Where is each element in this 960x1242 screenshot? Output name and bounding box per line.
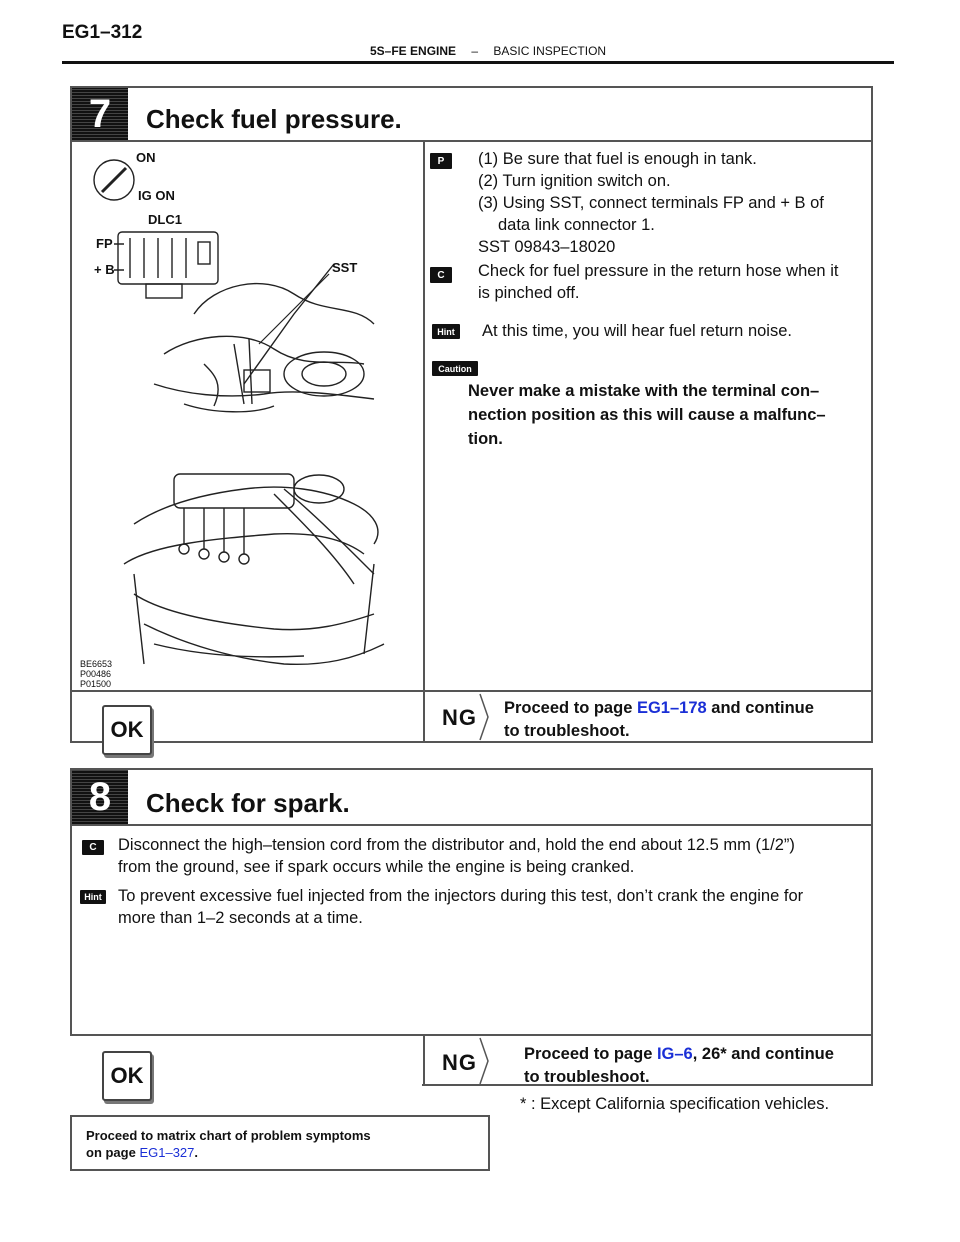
step7-prep-line-4: data link connector 1. <box>498 216 655 234</box>
step7-title: Check fuel pressure. <box>146 104 402 134</box>
final-line-1: Proceed to matrix chart of problem symptoms <box>86 1128 371 1143</box>
label-sst: SST <box>332 260 358 275</box>
final-link[interactable]: EG1–327 <box>139 1145 195 1160</box>
step8-number: 8 <box>72 770 128 824</box>
step8-ng-text <box>524 1043 834 1065</box>
step8-ng-text-3: to troubleshoot. <box>524 1068 650 1086</box>
section-header <box>370 44 606 58</box>
step7-ok-button[interactable]: OK <box>102 705 152 755</box>
step7-ng-chevron-icon <box>478 692 492 742</box>
step8-ng-label: NG <box>442 1050 477 1075</box>
step7-check-line-1: Check for fuel pressure in the return hose when it <box>478 262 839 280</box>
step7-caution-line-2: nection position as this will cause a malfunc– <box>468 406 826 424</box>
tag-c-icon: C <box>430 267 452 283</box>
step8-ok-button[interactable]: OK <box>102 1051 152 1101</box>
step7-check-line-2: is pinched off. <box>478 284 580 302</box>
step7-prep-line-1: (1) Be sure that fuel is enough in tank. <box>478 150 757 168</box>
section-label: BASIC INSPECTION <box>493 44 607 58</box>
step7-prep-line-2: (2) Turn ignition switch on. <box>478 172 671 190</box>
step7-title-divider <box>70 140 873 142</box>
step7-ng-divider <box>70 690 873 692</box>
final-line-2 <box>86 1144 198 1161</box>
step8-title: Check for spark. <box>146 788 350 818</box>
header-separator: – <box>471 44 479 58</box>
step8-check-line-2: from the ground, see if spark occurs while the engine is being cranked. <box>118 858 635 876</box>
label-fp: FP <box>96 236 113 251</box>
step7-ng-text-3: to troubleshoot. <box>504 722 630 740</box>
tag-hint-icon: Hint <box>432 324 460 339</box>
step8-ng-text-2: , 26* and continue <box>692 1045 834 1063</box>
tag-caution-icon: Caution <box>432 361 478 376</box>
engine-illustration <box>74 144 420 688</box>
step7-caution-line-1: Never make a mistake with the terminal con– <box>468 382 820 400</box>
step7-prep-line-3: (3) Using SST, connect terminals FP and + B of <box>478 194 824 212</box>
label-plus-b: + B <box>94 262 115 277</box>
tag-hint-icon-2: Hint <box>80 890 106 904</box>
step8-ng-text-1: Proceed to page <box>524 1045 657 1063</box>
step8-ng-left-border <box>423 1036 425 1086</box>
step7-ng-text <box>504 697 814 719</box>
step7-number: 7 <box>72 88 128 140</box>
step7-hint: At this time, you will hear fuel return noise. <box>482 322 792 340</box>
step8-ng-chevron-icon <box>478 1036 492 1086</box>
final-line-2a: on page <box>86 1145 140 1160</box>
step7-ng-link[interactable]: EG1–178 <box>636 699 707 717</box>
step8-title-divider <box>70 824 873 826</box>
figure-code-1: BE6653 <box>80 659 113 669</box>
step7-sst: SST 09843–18020 <box>478 238 616 256</box>
step8-ng-link[interactable]: IG–6 <box>656 1045 693 1063</box>
label-ig-on: IG ON <box>138 188 175 203</box>
step8-check-line-1: Disconnect the high–tension cord from the distributor and, hold the end about 12.5 mm (1/2”) <box>118 836 795 854</box>
tag-c-icon-2: C <box>82 840 104 855</box>
figure-code-2: P00486 <box>80 669 112 679</box>
step7-ng-label: NG <box>442 705 477 730</box>
page-number: EG1–312 <box>62 22 143 43</box>
dlc1-connector-icon <box>118 232 218 284</box>
step7-ng-text-2: and continue <box>706 699 814 717</box>
step8-hint-line-2: more than 1–2 seconds at a time. <box>118 909 363 927</box>
figure-code-3: P01500 <box>80 679 112 688</box>
step8-footnote: * : Except California specification vehicles. <box>520 1095 830 1113</box>
step7-figure-divider <box>423 142 425 743</box>
final-line-2b: . <box>194 1145 199 1160</box>
header-rule <box>62 61 894 64</box>
step8-hint-line-1: To prevent excessive fuel injected from the injectors during this test, don’t crank the engine for <box>118 887 804 905</box>
engine-label: 5S–FE ENGINE <box>370 44 457 58</box>
step7-ng-text-1: Proceed to page <box>504 699 637 717</box>
step7-caution-line-3: tion. <box>468 430 503 448</box>
label-dlc1: DLC1 <box>148 212 182 227</box>
label-on: ON <box>136 150 156 165</box>
tag-p-icon: P <box>430 153 452 169</box>
